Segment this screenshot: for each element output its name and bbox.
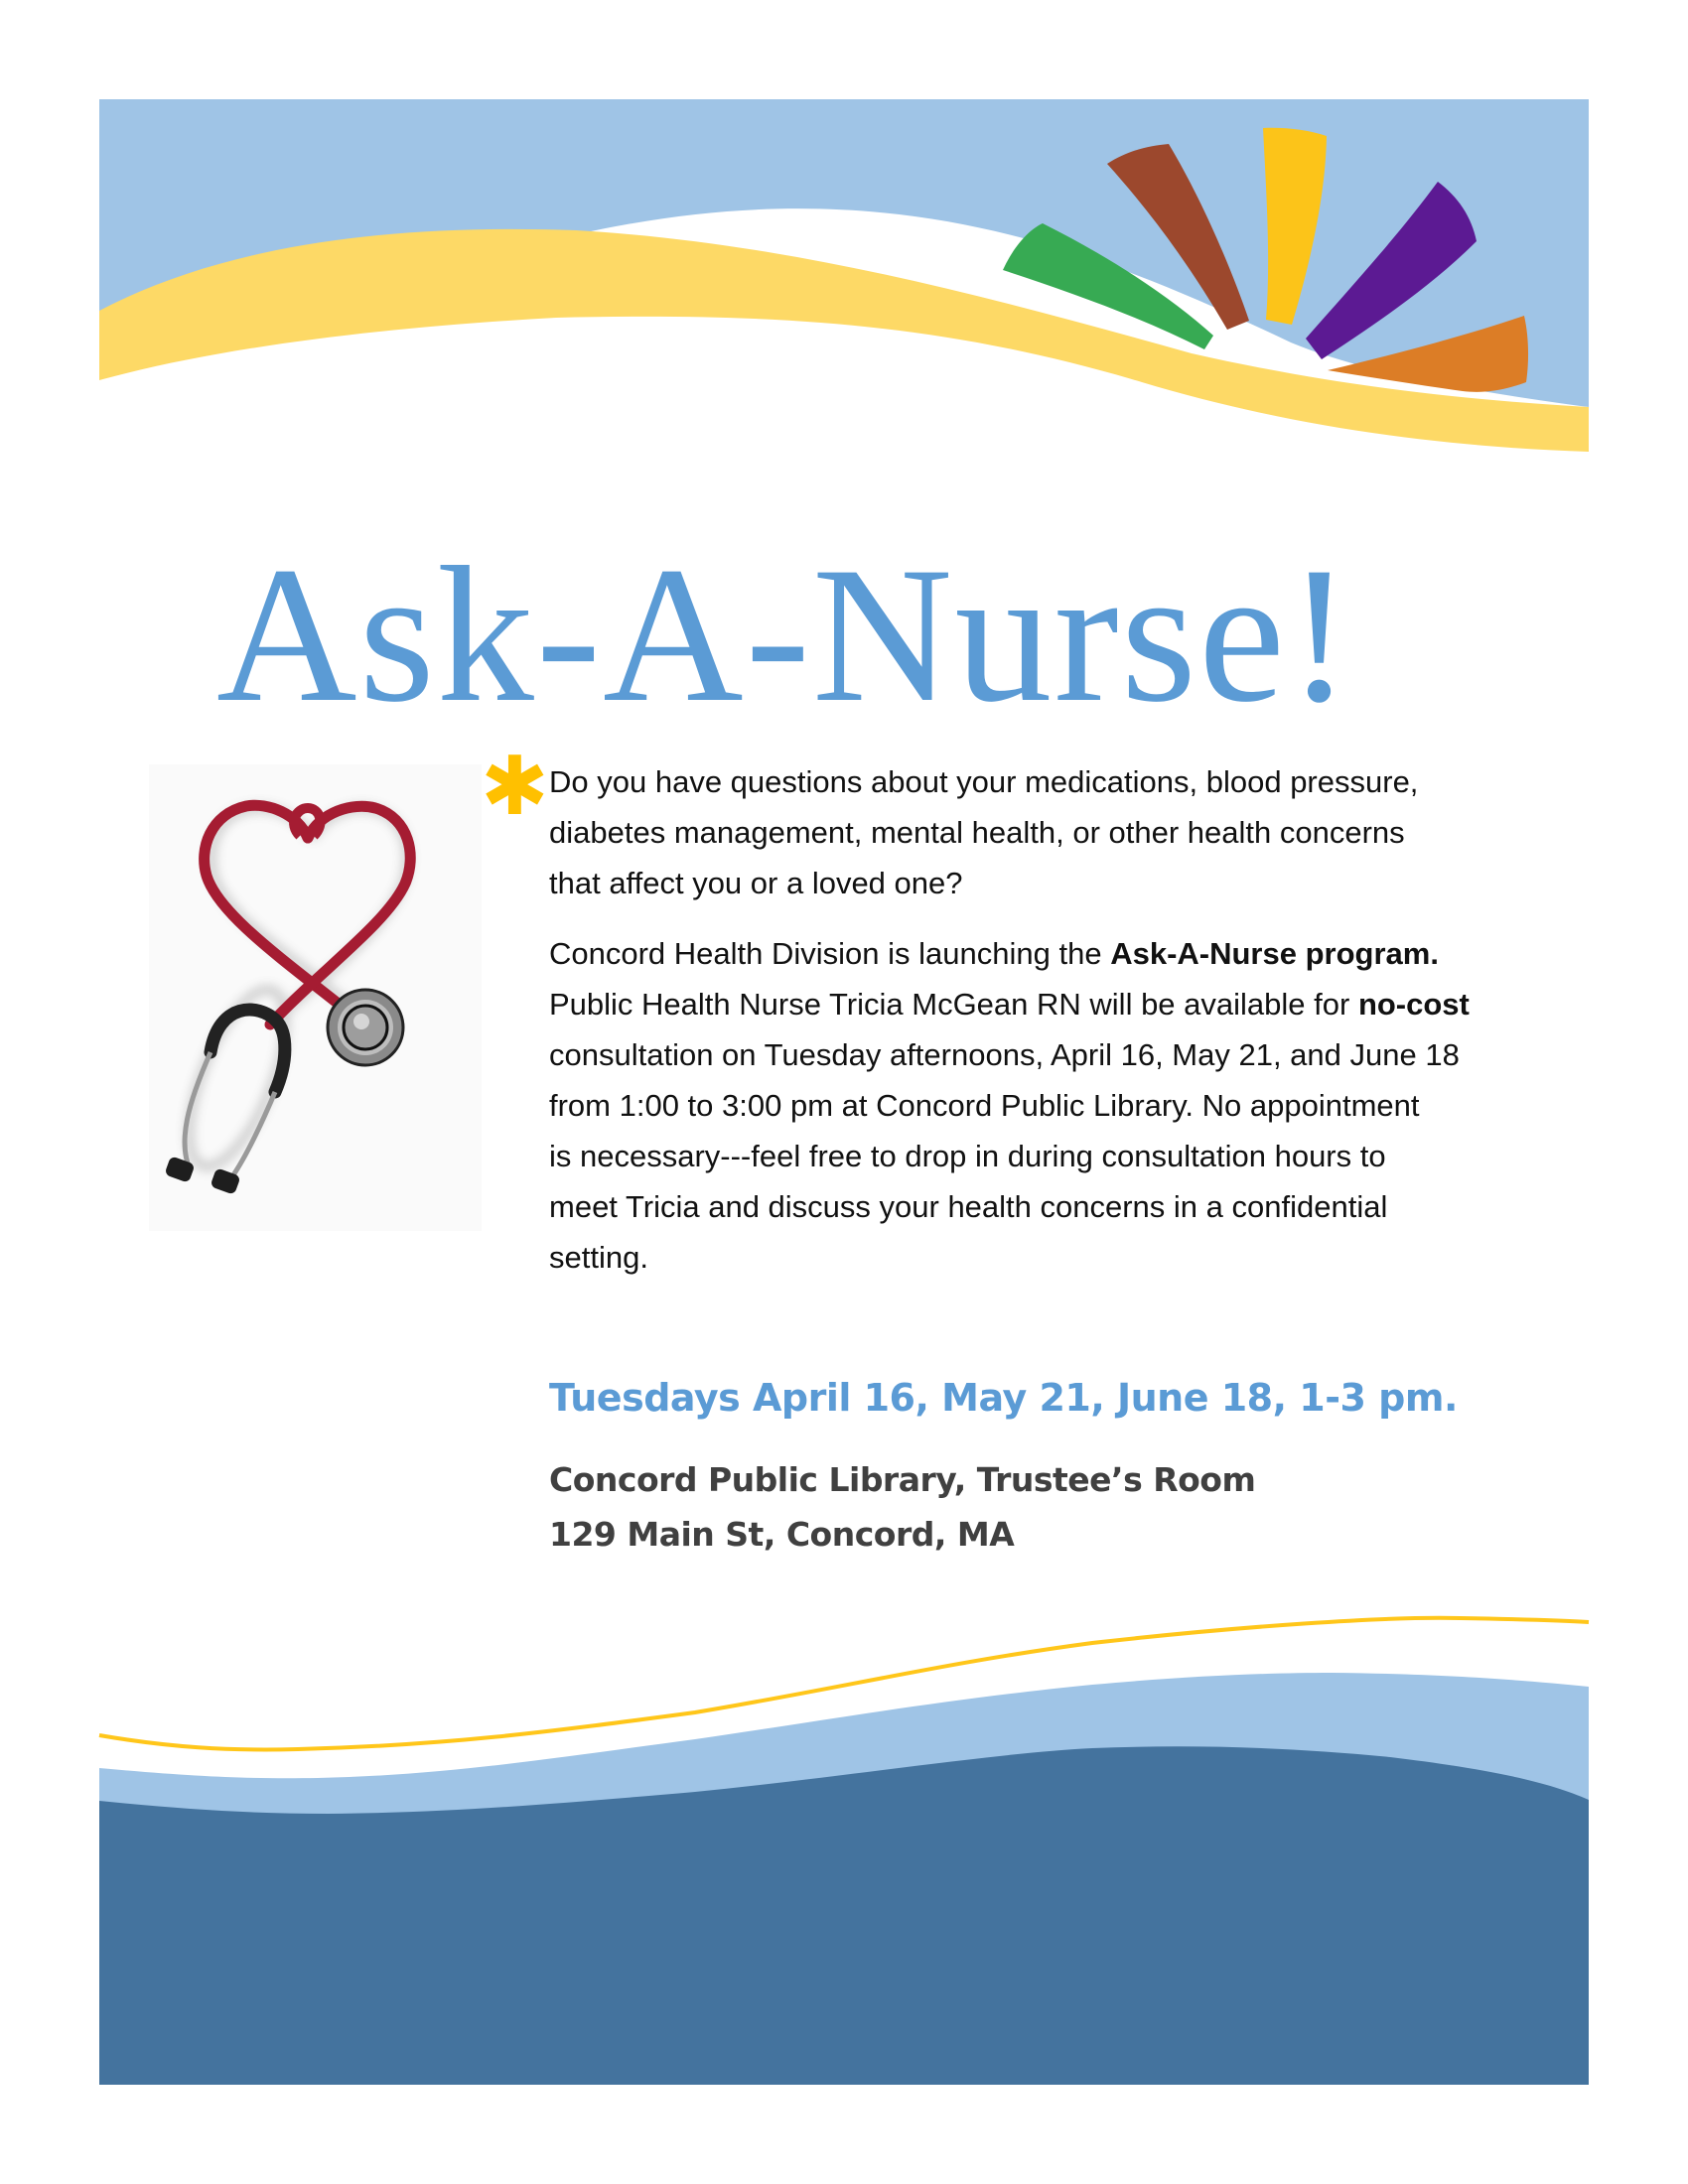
program-line: from 1:00 to 3:00 pm at Concord Public Library. No appointment [549,1088,1420,1123]
program-line: is necessary---feel free to drop in during consultation hours to [549,1139,1386,1173]
intro-line: diabetes management, mental health, or other health concerns [549,815,1405,850]
header-banner [0,0,1688,467]
program-name-emphasis: Ask-A-Nurse program. [1110,936,1439,971]
heart-tubing [205,805,359,1021]
event-location [549,1452,1255,1562]
program-line [549,979,1562,1029]
program-text: Public Health Nurse Tricia McGean RN will be available for [549,987,1358,1022]
stethoscope-heart-image [149,764,482,1231]
no-cost-emphasis: no-cost [1357,987,1470,1022]
program-line [549,928,1562,979]
asterisk-icon: ✱ [481,740,549,834]
footer-banner [0,1588,1688,2105]
intro-paragraph [549,756,1562,908]
body-copy [549,756,1562,1302]
program-line: meet Tricia and discuss your health concerns in a confidential [549,1189,1388,1224]
program-line: setting. [549,1240,648,1275]
stethoscope-icon [149,764,482,1231]
intro-line: Do you have questions about your medications, blood pressure, [549,764,1419,799]
page-title: Ask-A-Nurse! [216,527,1354,743]
event-dates-heading: Tuesdays April 16, May 21, June 18, 1-3 pm. [549,1376,1458,1420]
program-text: Concord Health Division is launching the [549,936,1111,971]
intro-line: that affect you or a loved one? [549,866,963,900]
program-line: consultation on Tuesday afternoons, April 16, May 21, and June 18 [549,1037,1460,1072]
location-address: 129 Main St, Concord, MA [549,1515,1015,1554]
location-name: Concord Public Library, Trustee’s Room [549,1460,1256,1499]
program-paragraph [549,928,1562,1283]
